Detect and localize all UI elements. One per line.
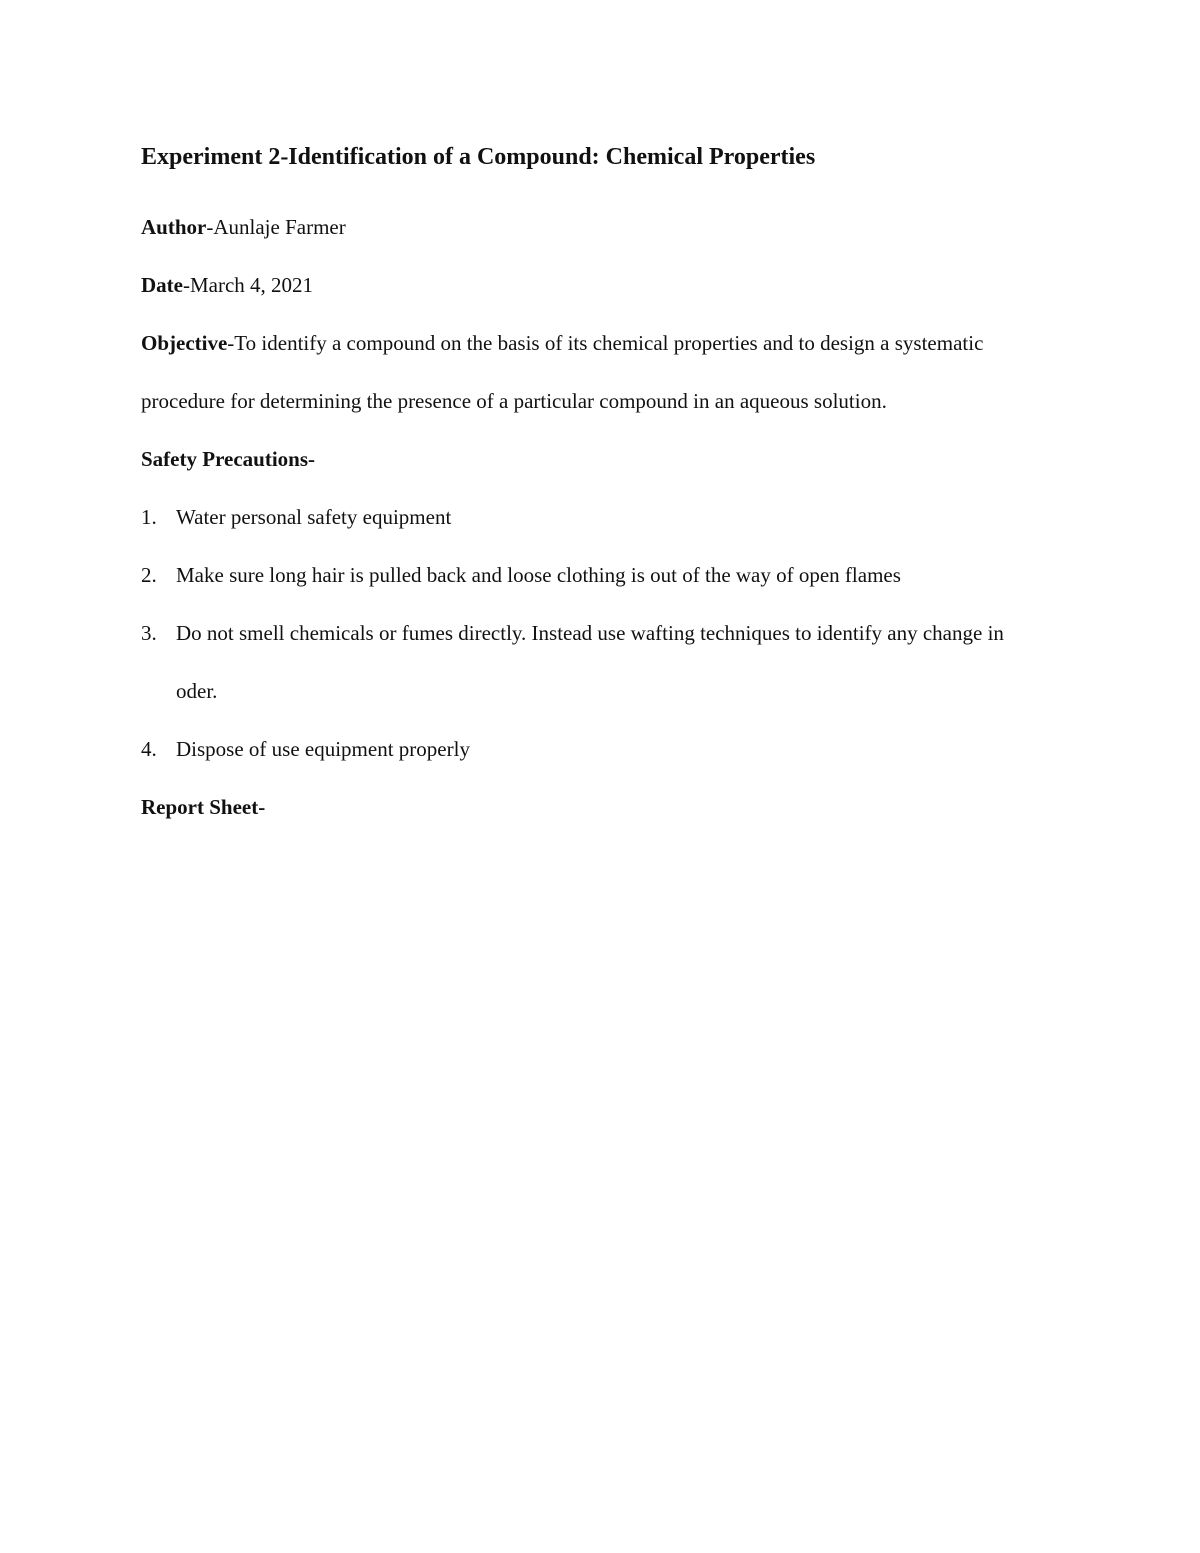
objective-separator: - (227, 331, 235, 355)
list-item-text: Do not smell chemicals or fumes directly. Instead use wafting techniques to identify any change in oder. (176, 621, 1004, 703)
list-item-number: 4. (141, 737, 157, 761)
report-sheet-heading-text: Report Sheet (141, 795, 259, 819)
list-item-number: 1. (141, 505, 157, 529)
date-value: March 4, 2021 (189, 273, 314, 297)
objective-paragraph (141, 314, 1021, 430)
date-separator: - (182, 273, 190, 297)
list-item (141, 488, 1021, 546)
list-item (141, 604, 1021, 720)
list-item-number: 3. (141, 621, 157, 645)
list-item-text: Water personal safety equipment (176, 505, 452, 529)
list-item (141, 546, 1021, 604)
author-separator: - (206, 215, 214, 239)
safety-heading (141, 430, 1021, 488)
safety-list (141, 488, 1021, 778)
report-sheet-heading-separator: - (258, 795, 266, 819)
objective-label: Objective (141, 331, 228, 355)
report-sheet-heading (141, 778, 1021, 836)
document-page (141, 140, 1021, 836)
safety-heading-separator: - (308, 447, 316, 471)
list-item-text: Make sure long hair is pulled back and loose clothing is out of the way of open flames (176, 563, 901, 587)
document-title: Experiment 2-Identification of a Compound: Chemical Properties (141, 144, 816, 170)
date-line (141, 256, 1021, 314)
author-value: Aunlaje Farmer (213, 215, 346, 239)
objective-value: To identify a compound on the basis of its chemical properties and to design a systematic procedure for determining the presence of a particular compound in an aqueous solution. (141, 331, 984, 413)
author-label: Author (141, 215, 207, 239)
list-item-text: Dispose of use equipment properly (176, 737, 470, 761)
safety-heading-text: Safety Precautions (141, 447, 309, 471)
author-line (141, 198, 1021, 256)
list-item-number: 2. (141, 563, 157, 587)
list-item (141, 720, 1021, 778)
date-label: Date (141, 273, 183, 297)
